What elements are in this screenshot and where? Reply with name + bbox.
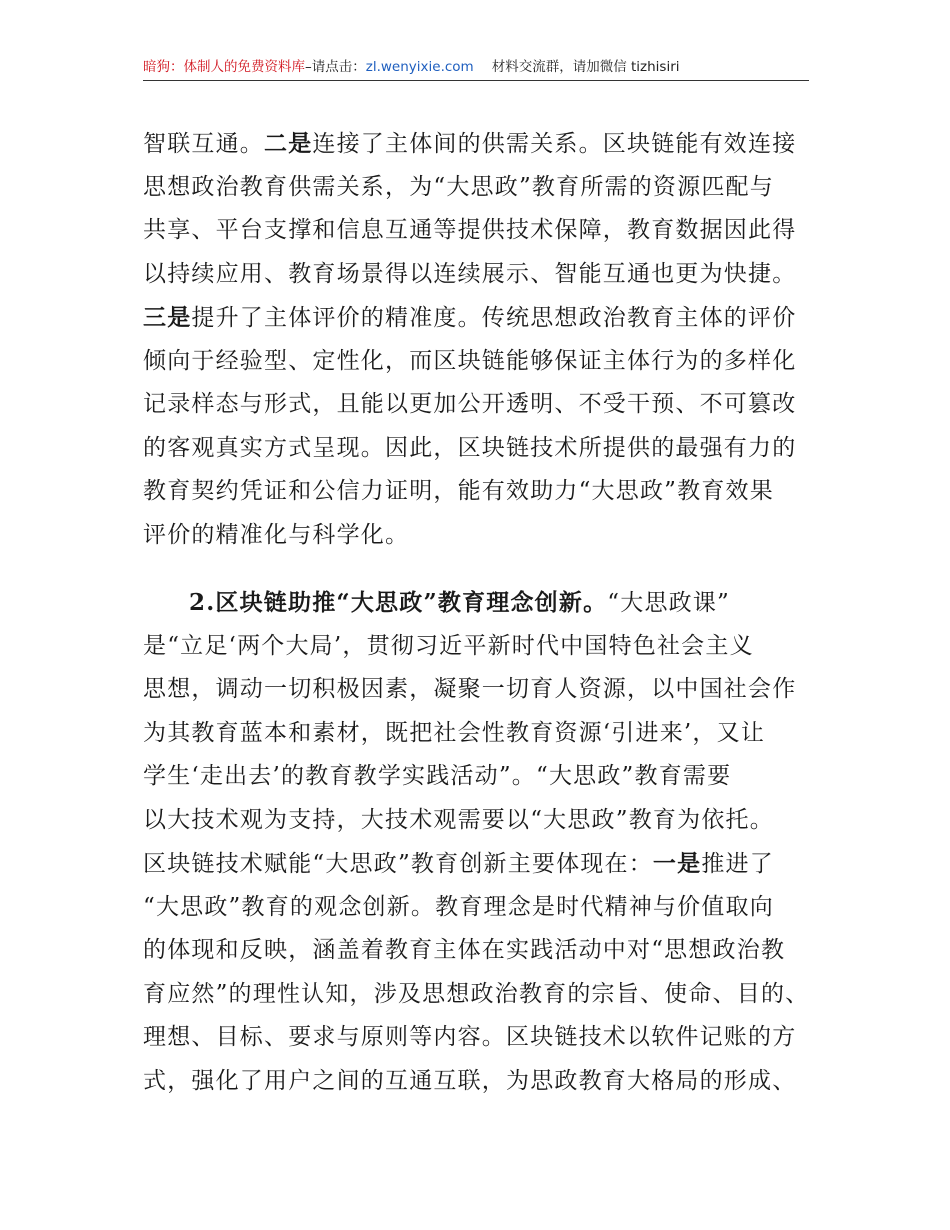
text-line: 学生‘走出去’的教育教学实践活动”。“大思政”教育需要 [143,763,732,789]
text-line: 倾向于经验型、定性化，而区块链能够保证主体行为的多样化 [143,347,797,374]
text-line [143,122,809,166]
paragraph-2 [143,581,809,1103]
emphasis-label: 一是 [652,850,702,877]
text-line: 是“立足‘两个大局’，贯彻习近平新时代中国特色社会主义 [143,632,754,659]
text-line: 评价的精准化与科学化。 [143,521,410,548]
text-line: 思想政治教育供需关系，为“大思政”教育所需的资源匹配与 [143,173,774,200]
page-header [143,56,809,82]
text-line: “大思政”教育的观念创新。教育理念是时代精神与价值取向 [143,893,774,920]
text-line: 育应然”的理性认知，涉及思想政治教育的宗旨、使命、目的、 [143,980,810,1007]
site-label: 暗狗：体制人的免费资料库 [143,59,305,75]
text-line: 思想，调动一切积极因素，凝聚一切育人资源，以中国社会作 [143,676,797,702]
click-prompt: –请点击： [305,59,366,75]
header-divider [143,80,809,81]
site-url-link[interactable]: zl.wenyixie.com [365,59,474,75]
text-line: 记录样态与形式，且能以更加公开透明、不受干预、不可篡改 [143,391,797,417]
text-line: 以持续应用、教育场景得以连续展示、智能互通也更为快捷。 [143,260,797,287]
text-line: 的客观真实方式呈现。因此，区块链技术所提供的最强有力的 [143,434,797,461]
text-line: 为其教育蓝本和素材，既把社会性教育资源‘引进来’，又让 [143,719,766,746]
text-run: 连接了主体间的供需关系。区块链能有效连接 [312,131,797,157]
text-run: 推进了 [701,851,774,877]
text-run: 提升了主体评价的精准度。传统思想政治教育主体的评价 [191,305,797,331]
text-line: 式，强化了用户之间的互通互联，为思政教育大格局的形成、 [143,1067,797,1094]
text-run: 区块链技术赋能“大思政”教育创新主要体现在： [143,851,653,877]
group-note: 材料交流群，请加微信 tizhisiri [491,59,680,75]
section-heading: 2.区块链助推“大思政”教育理念创新。 [189,589,608,616]
text-line: 理想、目标、要求与原则等内容。区块链技术以软件记账的方 [143,1024,797,1050]
emphasis-label: 二是 [264,130,313,157]
document-body [143,122,809,1103]
text-run: 智联互通。 [143,131,264,157]
text-line [143,581,809,625]
text-line: 共享、平台支撑和信息互通等提供技术保障，教育数据因此得 [143,217,797,243]
text-run: “大思政课” [607,590,730,616]
text-line [143,296,809,340]
emphasis-label: 三是 [143,304,192,331]
text-line: 教育契约凭证和公信力证明，能有效助力“大思政”教育效果 [143,478,774,504]
text-line: 的体现和反映，涵盖着教育主体在实践活动中对“思想政治教 [143,937,786,963]
text-line: 以大技术观为支持，大技术观需要以“大思政”教育为依托。 [143,806,774,833]
paragraph-1 [143,122,809,557]
text-line [143,842,809,886]
